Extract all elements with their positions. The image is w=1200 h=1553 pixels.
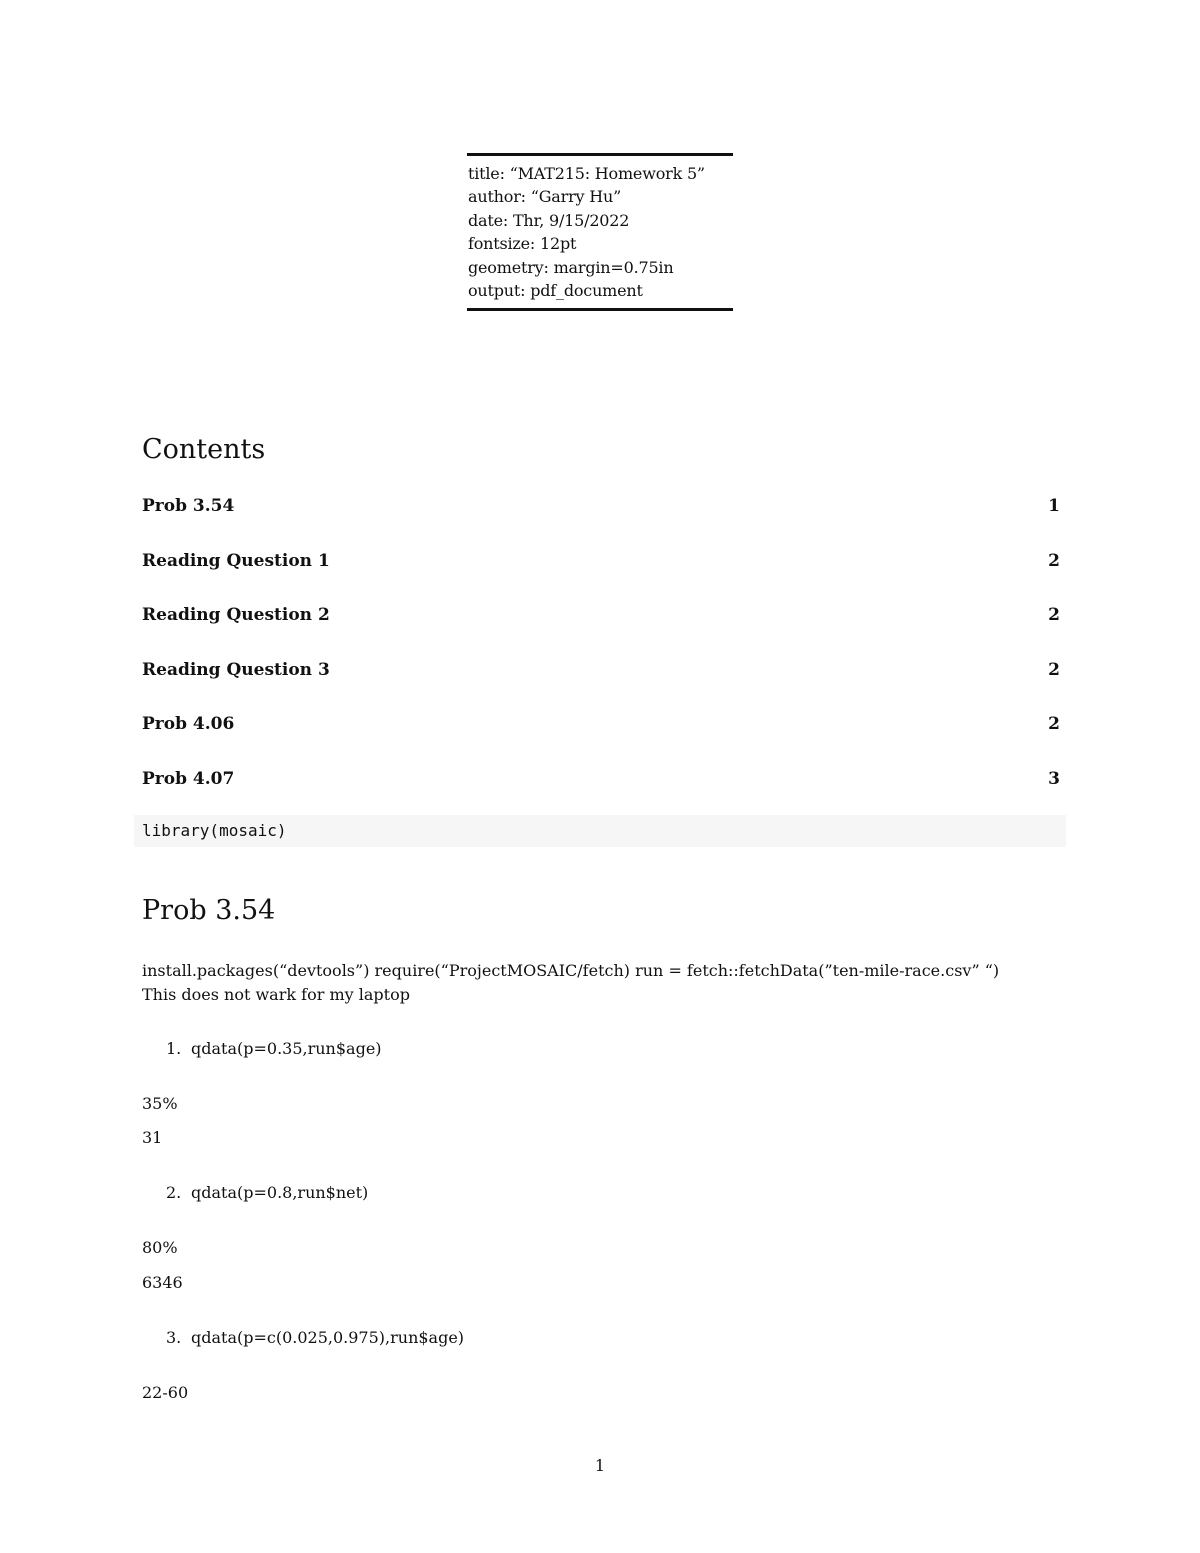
toc-entry-label: Prob 3.54 [142,496,235,516]
list-item-text: qdata(p=0.35,run$age) [191,1039,382,1058]
code-text: library(mosaic) [142,821,287,840]
meta-date: date: Thr, 9/15/2022 [468,210,630,230]
toc-entry-page: 2 [1048,550,1060,571]
toc-entry-label: Prob 4.07 [142,768,235,789]
paragraph-line: install.packages(“devtools”) require(“ProjectMOSAIC/fetch) run = fetch::fetchData(”ten-mile-race.csv” “) [142,961,1000,980]
toc-entry-label: Reading Question 2 [142,605,330,626]
section-heading: Prob 3.54 [142,895,276,926]
toc-entry[interactable] [142,496,1060,551]
toc-heading: Contents [142,434,266,465]
meta-geometry: geometry: margin=0.75in [468,257,674,277]
table-of-contents [142,496,1060,824]
code-block [134,815,1066,847]
meta-output: output: pdf_document [468,281,643,301]
toc-entry[interactable] [142,660,1060,715]
list-item-number: 3. [166,1328,182,1347]
list-item [166,1039,382,1058]
toc-entry-label: Reading Question 3 [142,659,330,680]
page-number: 1 [594,1456,606,1475]
toc-entry-label: Reading Question 1 [142,550,330,571]
list-item-text: qdata(p=0.8,run$net) [191,1183,369,1202]
section-paragraph [142,959,1062,1007]
toc-entry-page: 2 [1048,659,1060,680]
toc-entry-page: 3 [1048,768,1060,789]
meta-fontsize: fontsize: 12pt [468,234,577,254]
toc-entry-label: Prob 4.06 [142,714,235,735]
result-value: 31 [142,1128,163,1147]
list-item-text: qdata(p=c(0.025,0.975),run$age) [191,1328,465,1347]
toc-entry-page: 1 [1048,496,1060,516]
toc-entry[interactable] [142,605,1060,660]
meta-author: author: “Garry Hu” [468,187,622,207]
result-value: 80% [142,1238,178,1257]
result-value: 6346 [142,1273,183,1292]
toc-entry-page: 2 [1048,605,1060,626]
toc-entry[interactable] [142,714,1060,769]
toc-entry-page: 2 [1048,714,1060,735]
yaml-header-box [467,153,733,311]
list-item-number: 1. [166,1039,182,1058]
result-value: 22-60 [142,1383,189,1402]
list-item [166,1328,464,1347]
result-value: 35% [142,1094,178,1113]
meta-title: title: “MAT215: Homework 5” [468,164,705,183]
list-item-number: 2. [166,1183,182,1202]
toc-entry[interactable] [142,551,1060,606]
paragraph-line: This does not wark for my laptop [142,985,410,1004]
list-item [166,1183,368,1202]
